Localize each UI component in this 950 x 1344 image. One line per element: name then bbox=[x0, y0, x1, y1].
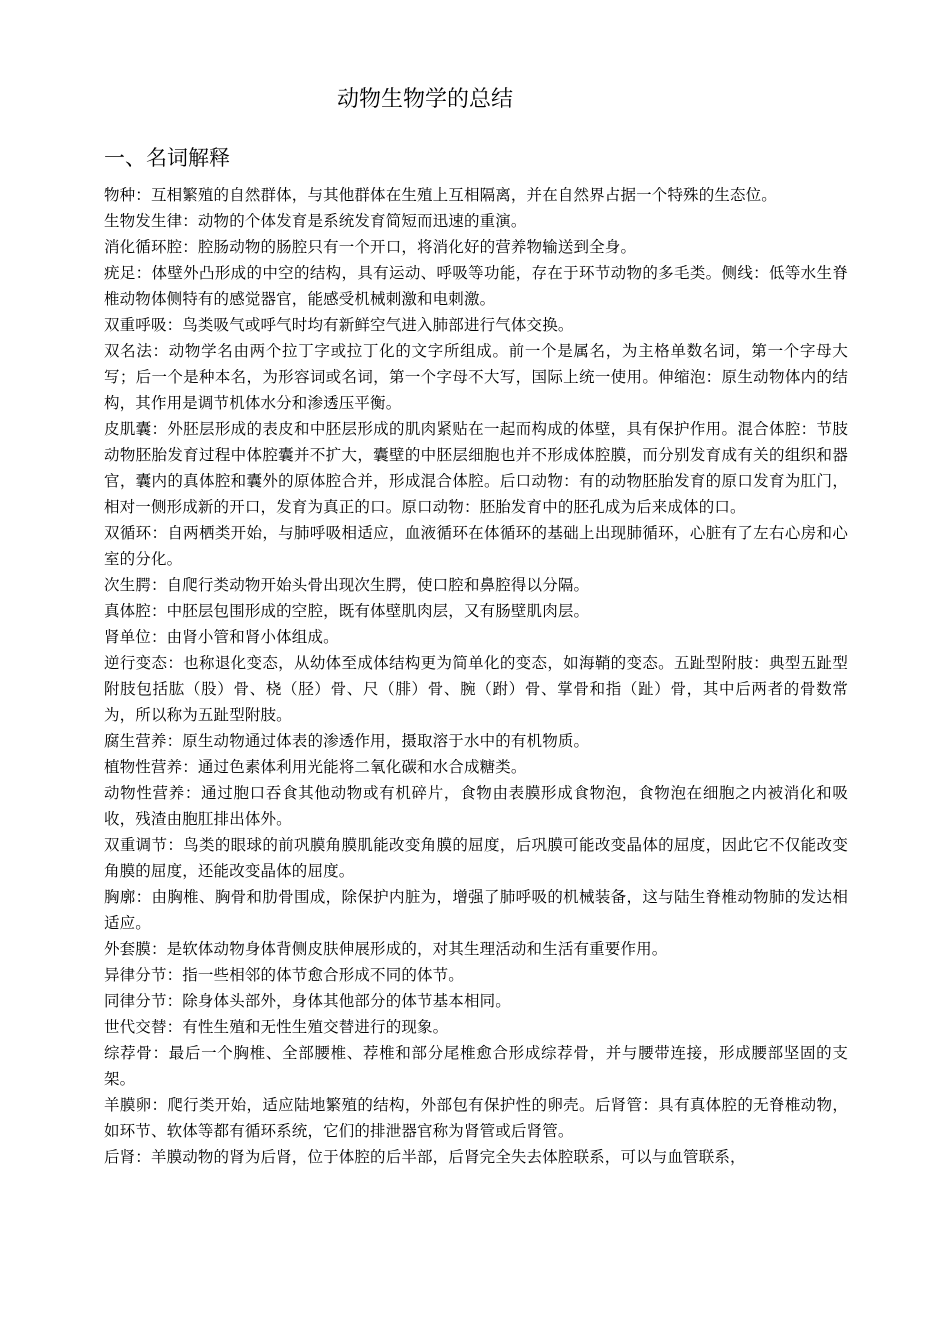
definition-paragraph: 胸廓：由胸椎、胸骨和肋骨围成，除保护内脏为，增强了肺呼吸的机械装备，这与陆生脊椎动物肺的发达相适应。 bbox=[104, 888, 848, 932]
section-heading: 一、名词解释 bbox=[104, 146, 230, 170]
definition-paragraph: 双循环：自两栖类开始，与肺呼吸相适应，血液循环在体循环的基础上出现肺循环，心脏有了左右心房和心室的分化。 bbox=[104, 524, 848, 568]
definition-paragraph: 皮肌囊：外胚层形成的表皮和中胚层形成的肌肉紧贴在一起而构成的体壁，具有保护作用。混合体腔：节肢动物胚胎发育过程中体腔囊并不扩大，囊壁的中胚层细胞也并不形成体腔膜，而分别发育成有关的组织和器官，囊内的真体腔和囊外的原体腔合并，形成混合体腔。后口动物：有的动物胚胎发育的原口发育为肛门，相对一侧形成新的开口，发育为真正的口。原口动物：胚胎发育中的胚孔成为后来成体的口。 bbox=[104, 420, 848, 516]
definition-paragraph: 动物性营养：通过胞口吞食其他动物或有机碎片，食物由表膜形成食物泡，食物泡在细胞之内被消化和吸收，残渣由胞肛排出体外。 bbox=[104, 784, 848, 828]
definition-paragraph: 腐生营养：原生动物通过体表的渗透作用，摄取溶于水中的有机物质。 bbox=[104, 732, 590, 750]
definition-paragraph: 消化循环腔：腔肠动物的肠腔只有一个开口，将消化好的营养物输送到全身。 bbox=[104, 238, 637, 256]
definition-paragraph: 世代交替：有性生殖和无性生殖交替进行的现象。 bbox=[104, 1018, 449, 1036]
definition-paragraph: 后肾：羊膜动物的肾为后肾，位于体腔的后半部，后肾完全失去体腔联系，可以与血管联系， bbox=[104, 1148, 746, 1166]
definition-paragraph: 外套膜：是软体动物身体背侧皮肤伸展形成的，对其生理活动和生活有重要作用。 bbox=[104, 940, 668, 958]
document-body bbox=[104, 182, 848, 1170]
definition-paragraph: 双重呼吸：鸟类吸气或呼气时均有新鲜空气进入肺部进行气体交换。 bbox=[104, 316, 574, 334]
definition-paragraph: 综荐骨：最后一个胸椎、全部腰椎、荐椎和部分尾椎愈合形成综荐骨，并与腰带连接，形成腰部坚固的支架。 bbox=[104, 1044, 848, 1088]
definition-paragraph: 羊膜卵：爬行类开始，适应陆地繁殖的结构，外部包有保护性的卵壳。后肾管：具有真体腔的无脊椎动物，如环节、软体等都有循环系统，它们的排泄器官称为肾管或后肾管。 bbox=[104, 1096, 848, 1140]
definition-paragraph: 疣足：体壁外凸形成的中空的结构，具有运动、呼吸等功能，存在于环节动物的多毛类。侧线：低等水生脊椎动物体侧特有的感觉器官，能感受机械刺激和电刺激。 bbox=[104, 264, 848, 308]
definition-paragraph: 逆行变态：也称退化变态，从幼体至成体结构更为简单化的变态，如海鞘的变态。五趾型附肢：典型五趾型附肢包括肱（股）骨、桡（胫）骨、尺（腓）骨、腕（跗）骨、掌骨和指（趾）骨，其中后两者的骨数常为，所以称为五趾型附肢。 bbox=[104, 654, 848, 724]
definition-paragraph: 真体腔：中胚层包围形成的空腔，既有体壁肌肉层，又有肠壁肌肉层。 bbox=[104, 602, 590, 620]
definition-paragraph: 双名法：动物学名由两个拉丁字或拉丁化的文字所组成。前一个是属名，为主格单数名词，第一个字母大写；后一个是种本名，为形容词或名词，第一个字母不大写，国际上统一使用。伸缩泡：原生动物体内的结构，其作用是调节机体水分和渗透压平衡。 bbox=[104, 342, 848, 412]
definition-paragraph: 物种：互相繁殖的自然群体，与其他群体在生殖上互相隔离，并在自然界占据一个特殊的生态位。 bbox=[104, 186, 777, 204]
definition-paragraph: 次生腭：自爬行类动物开始头骨出现次生腭，使口腔和鼻腔得以分隔。 bbox=[104, 576, 590, 594]
document-title bbox=[0, 84, 850, 116]
definition-paragraph: 双重调节：鸟类的眼球的前巩膜角膜肌能改变角膜的屈度，后巩膜可能改变晶体的屈度，因此它不仅能改变角膜的屈度，还能改变晶体的屈度。 bbox=[104, 836, 848, 880]
definition-paragraph: 异律分节：指一些相邻的体节愈合形成不同的体节。 bbox=[104, 966, 464, 984]
definition-paragraph: 同律分节：除身体头部外，身体其他部分的体节基本相同。 bbox=[104, 992, 511, 1010]
definition-paragraph: 生物发生律：动物的个体发育是系统发育简短而迅速的重演。 bbox=[104, 212, 527, 230]
definition-paragraph: 肾单位：由肾小管和肾小体组成。 bbox=[104, 628, 339, 646]
document-title-text: 动物生物学的总结 bbox=[336, 87, 513, 112]
definition-paragraph: 植物性营养：通过色素体利用光能将二氧化碳和水合成糖类。 bbox=[104, 758, 527, 776]
